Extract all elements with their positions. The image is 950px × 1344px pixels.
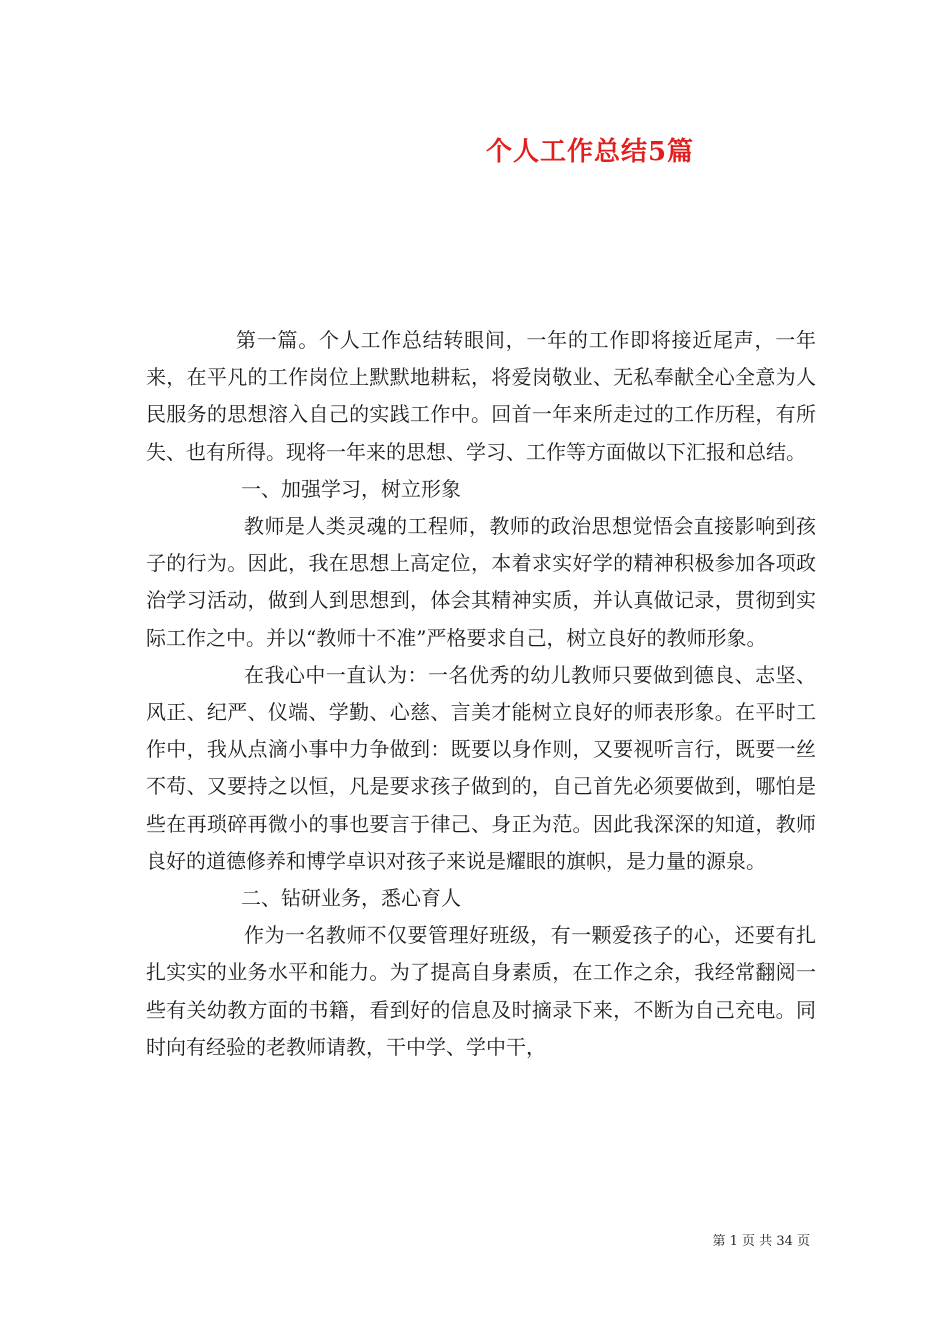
page-number-footer: 第 1 页 共 34 页 [712, 1234, 810, 1249]
document-body [146, 322, 816, 1066]
document-title: 个人工作总结5篇 [485, 137, 695, 167]
section-heading-2: 二、钻研业务，悉心育人 [241, 886, 461, 911]
paragraph-section1-a: 教师是人类灵魂的工程师，教师的政治思想觉悟会直接影响到孩子的行为。因此，我在思想上高定位，本着求实好学的精神积极参加各项政治学习活动，做到人到思想到，体会其精神实质，并认真做记录，贯彻到实际工作之中。并以“教师十不准”严格要求自己，树立良好的教师形象。 [146, 514, 816, 650]
paragraph-section2-a: 作为一名教师不仅要管理好班级，有一颗爱孩子的心，还要有扎扎实实的业务水平和能力。为了提高自身素质，在工作之余，我经常翻阅一些有关幼教方面的书籍，看到好的信息及时摘录下来，不断为自己充电。同时向有经验的老教师请教，干中学、学中干， [146, 923, 816, 1059]
paragraph-section1-b: 在我心中一直认为：一名优秀的幼儿教师只要做到德良、志坚、风正、纪严、仪端、学勤、心慈、言美才能树立良好的师表形象。在平时工作中，我从点滴小事中力争做到：既要以身作则，又要视听言行，既要一丝不苟、又要持之以恒，凡是要求孩子做到的，自己首先必须要做到，哪怕是些在再琐碎再微小的事也要言于律己、身正为范。因此我深深的知道，教师良好的道德修养和博学卓识对孩子来说是耀眼的旗帜，是力量的源泉。 [146, 662, 816, 873]
section-heading-1: 一、加强学习，树立形象 [241, 476, 461, 501]
paragraph-intro: 第一篇。个人工作总结转眼间，一年的工作即将接近尾声，一年来，在平凡的工作岗位上默默地耕耘，将爱岗敬业、无私奉献全心全意为人民服务的思想溶入自己的实践工作中。回首一年来所走过的工作历程，有所失、也有所得。现将一年来的思想、学习、工作等方面做以下汇报和总结。 [146, 328, 816, 464]
